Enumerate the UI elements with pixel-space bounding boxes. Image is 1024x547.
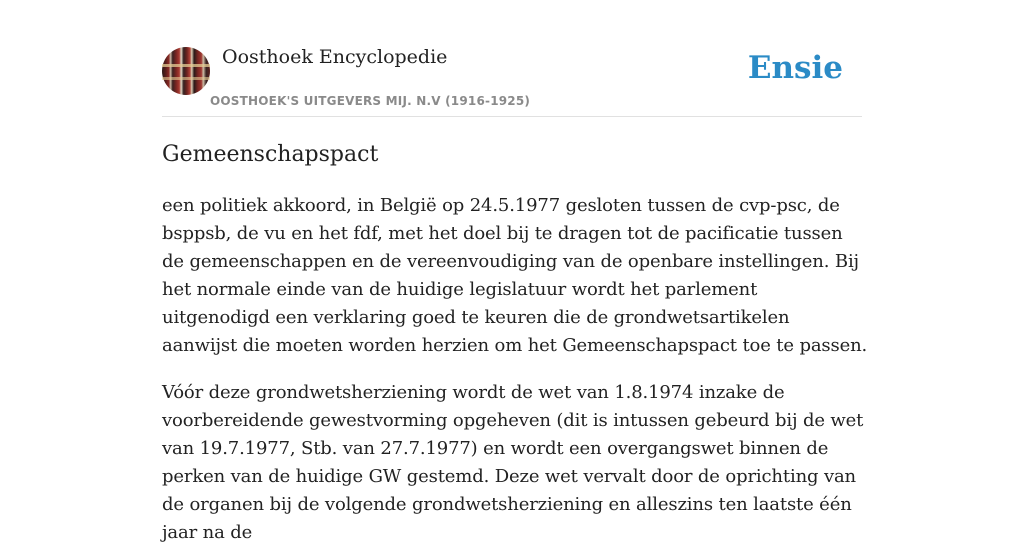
publisher-label: OOSTHOEK'S UITGEVERS MIJ. N.V (1916-1925) [210, 94, 531, 108]
article-paragraph: een politiek akkoord, in België op 24.5.1977 gesloten tussen de cvp-psc, de bsppsb, de vu en het fdf, met het doel bij te dragen tot de pacificatie tussen de gemeenschappen en de vereenvoudiging van de openbare instellingen. Bij het normale einde van de huidige legislatuur wordt het parlement uitgenodigd een verklaring goed te keuren die de grondwetsartikelen aanwijst die moeten worden herzien om het Gemeenschapspact toe te passen. [162, 195, 868, 356]
encyclopedia-books-icon[interactable] [162, 47, 210, 95]
article [162, 139, 868, 547]
site-title[interactable]: Oosthoek Encyclopedie [222, 46, 448, 68]
ensie-logo[interactable]: Ensie [747, 50, 843, 86]
site-header [162, 40, 862, 117]
article-title: Gemeenschapspact [162, 142, 379, 167]
article-paragraph: Vóór deze grondwetsherziening wordt de wet van 1.8.1974 inzake de voorbereidende gewestvorming opgeheven (dit is intussen gebeurd bij de wet van 19.7.1977, Stb. van 27.7.1977) en wordt een overgangswet binnen de perken van de huidige GW gestemd. Deze wet vervalt door de oprichting van de organen bij de volgende grondwetsherziening en alleszins ten laatste één jaar na de [162, 382, 864, 543]
